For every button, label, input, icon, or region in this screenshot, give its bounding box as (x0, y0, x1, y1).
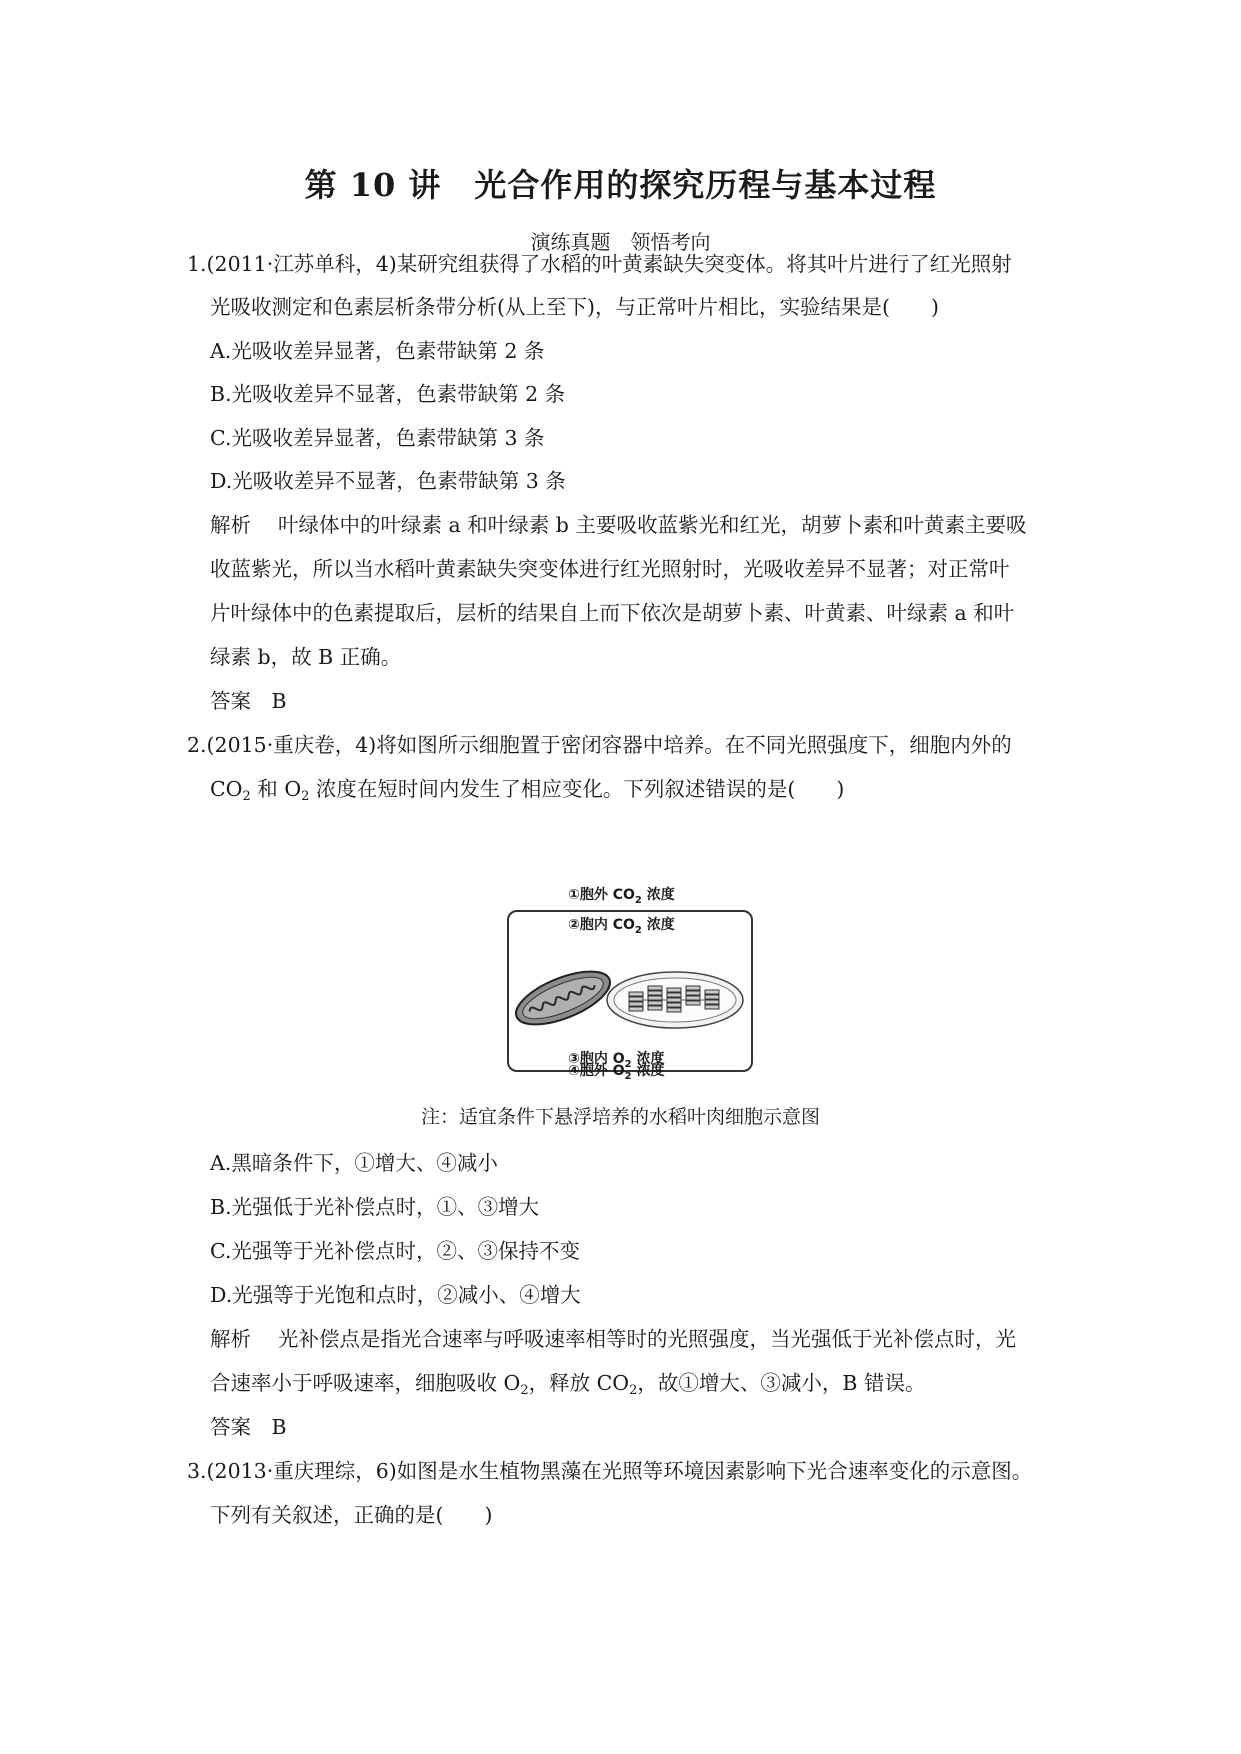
figure-label-3: ③胞内 $O_2$ 浓度 (568, 1051, 665, 1070)
q1-analysis-line-3: 片叶绿体中的色素提取后，层析的结果自上而下依次是胡萝卜素、叶黄素、叶绿素 a 和叶 (210, 601, 1015, 625)
q1-stem: 1.(2011·江苏单科，4)某研究组获得了水稻的叶黄素缺失突变体。将其叶片进行了红光照射 (187, 252, 1012, 276)
q1-option-c: C.光吸收差异显著，色素带缺第 3 条 (210, 426, 545, 450)
q1-stem-cont: 光吸收测定和色素层析条带分析(从上至下)，与正常叶片相比，实验结果是( ) (210, 295, 939, 319)
figure-label-2: ②胞内 $CO_2$ 浓度 (568, 917, 675, 936)
q1-analysis-line-1: 解析 叶绿体中的叶绿素 a 和叶绿素 b 主要吸收蓝紫光和红光，胡萝卜素和叶黄素主要吸 (210, 513, 1027, 537)
q3-stem: 3.(2013·重庆理综，6)如图是水生植物黑藻在光照等环境因素影响下光合速率变化的示意图。 (187, 1459, 1033, 1483)
cell-diagram (505, 908, 755, 1074)
q1-option-b: B.光吸收差异不显著，色素带缺第 2 条 (210, 382, 566, 406)
q1-option-d: D.光吸收差异不显著，色素带缺第 3 条 (210, 469, 566, 493)
q2-option-c: C.光强等于光补偿点时，②、③保持不变 (210, 1239, 580, 1263)
q2-option-d: D.光强等于光饱和点时，②减小、④增大 (210, 1283, 581, 1307)
q1-analysis-line-4: 绿素 b，故 B 正确。 (210, 645, 402, 669)
chloroplast-image (607, 972, 743, 1028)
q2-stem: 2.(2015·重庆卷，4)将如图所示细胞置于密闭容器中培养。在不同光照强度下，细胞内外的 (187, 733, 1012, 757)
q1-option-a: A.光吸收差异显著，色素带缺第 2 条 (210, 339, 545, 363)
section-subtitle: 演练真题 领悟考向 (530, 230, 711, 254)
q1-answer-label: 答案 (210, 689, 251, 713)
q3-stem-cont: 下列有关叙述，正确的是( ) (210, 1503, 493, 1527)
figure-label-4: ④胞外 $O_2$ 浓度 (568, 1063, 665, 1082)
q1-answer-value: B (271, 689, 287, 713)
q2-stem-cont: $CO_2$ 和 $O_2$ 浓度在短时间内发生了相应变化。下列叙述错误的是( ) (210, 777, 845, 804)
figure-caption: 注：适宜条件下悬浮培养的水稻叶肉细胞示意图 (420, 1106, 820, 1128)
q2-option-a: A.黑暗条件下，①增大、④减小 (210, 1151, 498, 1175)
q1-answer (210, 684, 287, 714)
page-title: 第 10 讲 光合作用的探究历程与基本过程 (304, 166, 937, 204)
q2-answer (210, 1410, 287, 1440)
q2-analysis-line-1: 解析 光补偿点是指光合速率与呼吸速率相等时的光照强度，当光强低于光补偿点时，光 (210, 1327, 1017, 1351)
q2-analysis-label: 解析 (210, 1327, 251, 1351)
q2-answer-label: 答案 (210, 1415, 251, 1439)
q2-answer-value: B (271, 1415, 287, 1439)
q2-analysis-line-2: 合速率小于呼吸速率，细胞吸收 $O_2$，释放 $CO_2$，故①增大、③减小，B 错误。 (210, 1371, 926, 1398)
q2-option-b: B.光强低于光补偿点时，①、③增大 (210, 1195, 540, 1219)
q1-analysis-label: 解析 (210, 513, 251, 537)
figure-label-1: ①胞外 $CO_2$ 浓度 (568, 887, 675, 906)
q1-analysis-line-2: 收蓝紫光，所以当水稻叶黄素缺失突变体进行红光照射时，光吸收差异不显著；对正常叶 (210, 557, 1010, 581)
